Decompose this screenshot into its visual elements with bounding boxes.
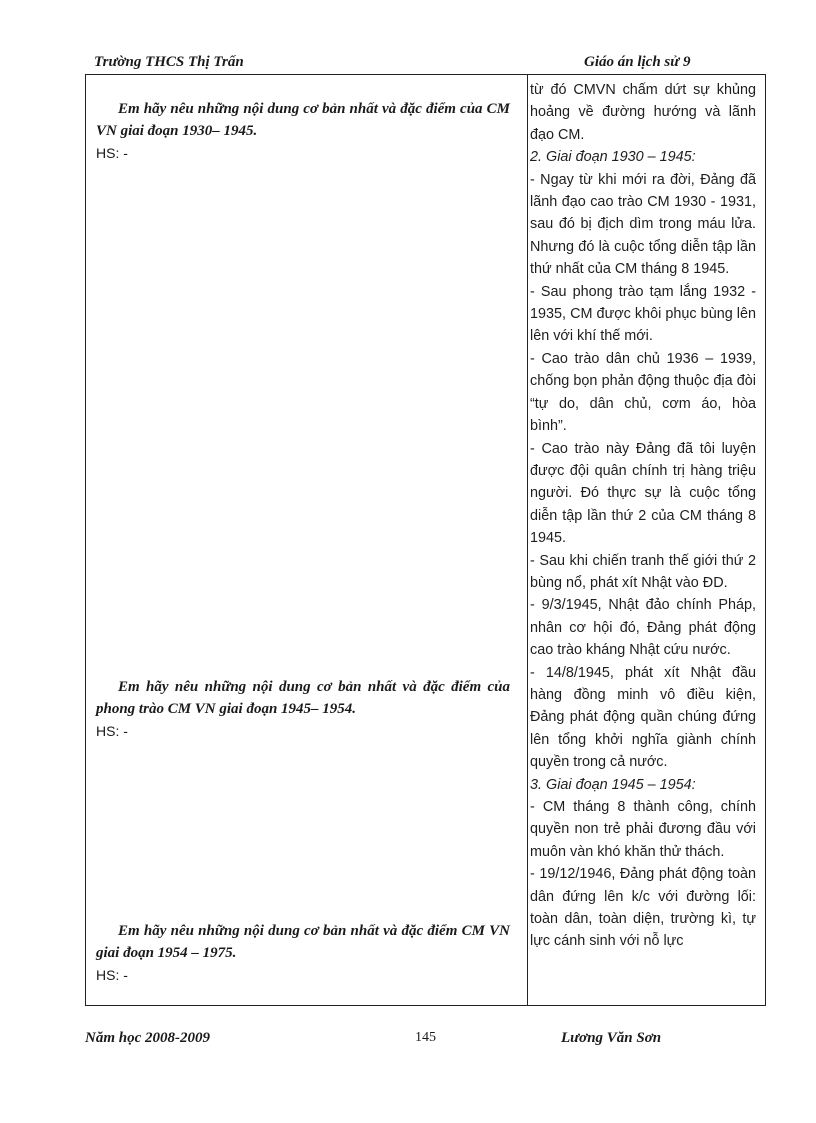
page-footer [85,1030,766,1052]
question-block-1954-1975 [96,920,510,986]
content-paragraph: - Ngay từ khi mới ra đời, Đảng đã lãnh đạo cao trào CM 1930 - 1931, sau đó bị địch dìm trong máu lửa. Nhưng đó là cuộc tổng diễn tập lần thứ nhất của CM tháng 8 1945. [530,171,756,278]
teacher-questions-column [86,75,527,1005]
content-paragraph: - 9/3/1945, Nhật đảo chính Pháp, nhân cơ hội đó, Đảng phát động cao trào kháng Nhật cứu nước. [530,597,756,659]
student-answer-label: HS: - [96,723,128,739]
content-paragraph: từ đó CMVN chấm dứt sự khủng hoảng về đường hướng và lãnh đạo CM. [530,82,756,143]
subject-title: Giáo án lịch sử 9 [584,54,691,70]
question-block-1930-1945 [96,98,510,164]
question-prompt: Em hãy nêu những nội dung cơ bản nhất và đặc điểm của phong trào CM VN giai đoạn 1945– 1954. [96,679,510,717]
school-name: Trường THCS Thị Trấn [94,54,244,70]
question-prompt: Em hãy nêu những nội dung cơ bản nhất và đặc điểm của CM VN giai đoạn 1930– 1945. [96,101,510,139]
student-answer-label: HS: - [96,145,128,161]
content-paragraph: - CM tháng 8 thành công, chính quyền non trẻ phải đương đầu với muôn vàn khó khăn thử thách. [530,799,756,860]
content-paragraph: - 19/12/1946, Đảng phát động toàn dân đứng lên k/c với đường lối: toàn dân, toàn diện, trường kì, tự lực cánh sinh với nỗ lực [530,866,756,950]
lesson-content-column [530,79,756,953]
author-name: Lương Văn Sơn [561,1030,662,1046]
question-block-1945-1954 [96,676,510,742]
page-number: 145 [415,1030,436,1045]
content-paragraph: - 14/8/1945, phát xít Nhật đầu hàng đồng minh vô điều kiện, Đảng phát động quần chúng đứng lên tổng khởi nghĩa giành chính quyền trong cả nước. [530,664,756,771]
content-paragraph: - Sau phong trào tạm lắng 1932 - 1935, CM được khôi phục bùng lên lên với khí thế mới. [530,283,756,345]
column-divider [527,75,528,1005]
question-prompt: Em hãy nêu những nội dung cơ bản nhất và đặc điểm CM VN giai đoạn 1954 – 1975. [96,923,510,961]
content-paragraph: - Cao trào này Đảng đã tôi luyện được đội quân chính trị hàng triệu người. Đó thực sự là cuộc tổng diễn tập lần thứ 2 của CM tháng 8 1945. [530,440,756,547]
lesson-table [85,74,766,1006]
section-heading-1945-1954: 3. Giai đoạn 1945 – 1954: [530,776,696,793]
page-header [92,54,766,74]
content-paragraph: - Cao trào dân chủ 1936 – 1939, chống bọn phản động thuộc địa đòi “tự do, dân chủ, cơm áo, hòa bình”. [530,350,756,435]
content-paragraph: - Sau khi chiến tranh thế giới thứ 2 bùng nổ, phát xít Nhật vào ĐD. [530,552,756,591]
school-year: Năm học 2008-2009 [85,1030,210,1046]
section-heading-1930-1945: 2. Giai đoạn 1930 – 1945: [530,149,696,166]
student-answer-label: HS: - [96,967,128,983]
